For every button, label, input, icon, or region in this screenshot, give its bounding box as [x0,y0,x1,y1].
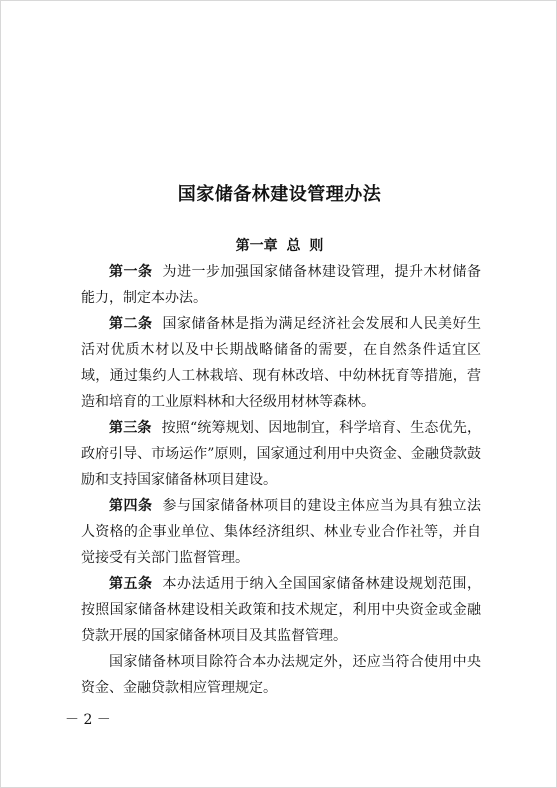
article-number: 第一条 [109,264,153,280]
document-title: 国家储备林建设管理办法 [177,184,382,205]
article-number: 第三条 [109,420,152,436]
article-number: 第五条 [109,576,153,592]
article-text: 为进一步加强国家储备林建设管理，提升木材储备能力，制定本办法。 [81,264,481,306]
chapter-heading: 第一章 总 则 [235,238,324,254]
body-text [81,259,481,701]
article-5-continuation [81,649,481,701]
article-4 [81,493,481,571]
article-text: 国家储备林项目除符合本办法规定外，还应当符合使用中央资金、金融贷款相应管理规定。 [81,654,481,696]
article-text: 国家储备林是指为满足经济社会发展和人民美好生活对优质木材以及中长期战略储备的需要，在自然条件适宜区域，通过集约人工林栽培、现有林改培、中幼林抚育等措施，营造和培育的工业原料林和大径级用材林等森林。 [81,316,481,410]
article-number: 第四条 [109,498,153,514]
article-2 [81,311,481,415]
article-3 [81,415,481,493]
article-1 [81,259,481,311]
article-text: 参与国家储备林项目的建设主体应当为具有独立法人资格的企事业单位、集体经济组织、林业专业合作社等，并自觉接受有关部门监督管理。 [81,498,481,566]
page-number: － 2 － [65,712,111,728]
article-text: 按照“统筹规划、因地制宜，科学培育、生态优先，政府引导、市场运作”原则，国家通过利用中央资金、金融贷款鼓励和支持国家储备林项目建设。 [81,420,482,488]
article-number: 第二条 [109,316,153,332]
article-text: 本办法适用于纳入全国国家储备林建设规划范围，按照国家储备林建设相关政策和技术规定，利用中央资金或金融贷款开展的国家储备林项目及其监督管理。 [81,576,481,644]
article-5 [81,571,481,649]
